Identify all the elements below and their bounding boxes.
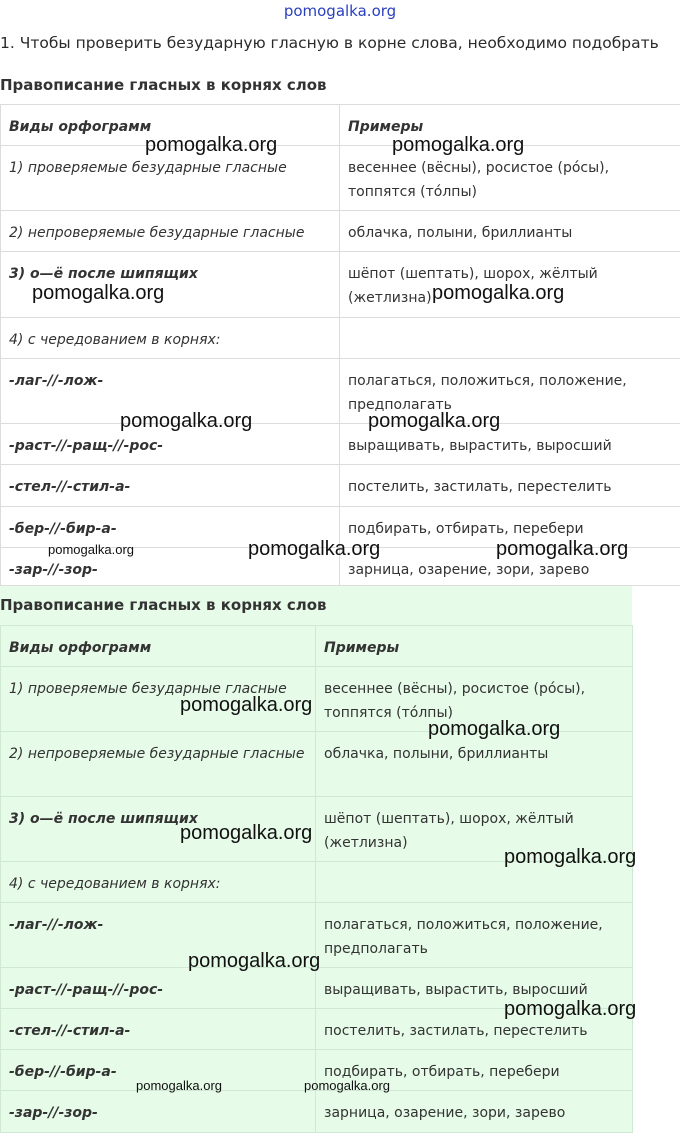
rule-cell: -бер-//-бир-а- xyxy=(1,1050,316,1091)
table-row xyxy=(1,146,680,211)
example-cell: выращивать, вырастить, выросший xyxy=(316,968,633,1009)
table-1-title: Правописание гласных в корнях слов xyxy=(0,76,327,94)
example-cell: зарница, озарение, зори, зарево xyxy=(316,1091,633,1133)
example-cell: выращивать, вырастить, выросший xyxy=(340,424,680,465)
table-row xyxy=(1,359,680,424)
rule-cell: 3) о—ё после шипящих xyxy=(1,252,340,318)
example-cell: шёпот (шептать), шорох, жёлтый (жетлизна) xyxy=(316,797,633,862)
watermark: pomogalka.org xyxy=(180,822,312,845)
table-row xyxy=(1,465,680,507)
table-row xyxy=(1,1009,633,1050)
table-row xyxy=(1,797,633,862)
table-row xyxy=(1,862,633,903)
rule-cell: -лаг-//-лож- xyxy=(1,903,316,968)
table-row xyxy=(1,903,633,968)
example-cell: постелить, застилать, перестелить xyxy=(316,1009,633,1050)
example-cell: весеннее (вёсны), росистое (рóсы), топпятся (тóлпы) xyxy=(340,146,680,211)
watermark: pomogalka.org xyxy=(432,282,564,305)
example-cell: подбирать, отбирать, перебери xyxy=(316,1050,633,1091)
rule-cell: 1) проверяемые безударные гласные xyxy=(1,667,316,732)
table-row xyxy=(1,968,633,1009)
header-cell: Примеры xyxy=(340,105,680,146)
table-row xyxy=(1,667,633,732)
rule-cell: -бер-//-бир-а- xyxy=(1,507,340,548)
example-cell: облачка, полыни, бриллианты xyxy=(340,211,680,252)
header-cell: Виды орфограмм xyxy=(1,626,316,667)
rule-cell: 2) непроверяемые безударные гласные xyxy=(1,732,316,797)
rule-cell: -лаг-//-лож- xyxy=(1,359,340,424)
rule-cell: 4) с чередованием в корнях: xyxy=(1,862,316,903)
intro-text: 1. Чтобы проверить безударную гласную в корне слова, необходимо подобрать xyxy=(0,34,680,52)
watermark: pomogalka.org xyxy=(120,410,252,433)
table-row xyxy=(1,318,680,359)
watermark: pomogalka.org xyxy=(428,718,560,741)
table-row xyxy=(1,1091,633,1133)
rule-cell: -раст-//-ращ-//-рос- xyxy=(1,424,340,465)
rule-cell: -стел-//-стил-а- xyxy=(1,1009,316,1050)
example-cell: облачка, полыни, бриллианты xyxy=(316,732,633,797)
rule-cell: 1) проверяемые безударные гласные xyxy=(1,146,340,211)
table-2-title: Правописание гласных в корнях слов xyxy=(0,596,327,614)
table-header-row xyxy=(1,105,680,146)
orthography-table-2 xyxy=(0,625,633,1133)
orthography-table-1 xyxy=(0,104,680,586)
watermark: pomogalka.org xyxy=(48,542,134,557)
example-cell xyxy=(316,862,633,903)
rule-cell: -стел-//-стил-а- xyxy=(1,465,340,507)
table-row xyxy=(1,507,680,548)
table-header-row xyxy=(1,626,633,667)
top-watermark: pomogalka.org xyxy=(0,2,680,20)
watermark: pomogalka.org xyxy=(504,998,636,1021)
example-cell: постелить, застилать, перестелить xyxy=(340,465,680,507)
rule-cell: 3) о—ё после шипящих xyxy=(1,797,316,862)
table-row xyxy=(1,1050,633,1091)
watermark: pomogalka.org xyxy=(32,282,164,305)
rule-cell: -раст-//-ращ-//-рос- xyxy=(1,968,316,1009)
example-cell: весеннее (вёсны), росистое (рóсы), топпятся (тóлпы) xyxy=(316,667,633,732)
table-row xyxy=(1,211,680,252)
example-cell xyxy=(340,318,680,359)
watermark: pomogalka.org xyxy=(304,1078,390,1093)
table-row xyxy=(1,252,680,318)
watermark: pomogalka.org xyxy=(145,134,277,157)
example-cell: полагаться, положиться, положение, предполагать xyxy=(340,359,680,424)
header-cell: Примеры xyxy=(316,626,633,667)
watermark: pomogalka.org xyxy=(504,846,636,869)
rule-cell: -зар-//-зор- xyxy=(1,548,340,586)
rule-cell: 4) с чередованием в корнях: xyxy=(1,318,340,359)
table-row xyxy=(1,548,680,586)
watermark: pomogalka.org xyxy=(248,538,380,561)
watermark: pomogalka.org xyxy=(136,1078,222,1093)
example-cell: зарница, озарение, зори, зарево xyxy=(340,548,680,586)
rule-cell: -зар-//-зор- xyxy=(1,1091,316,1133)
header-cell: Виды орфограмм xyxy=(1,105,340,146)
watermark: pomogalka.org xyxy=(188,950,320,973)
rule-cell: 2) непроверяемые безударные гласные xyxy=(1,211,340,252)
watermark: pomogalka.org xyxy=(368,410,500,433)
table-row xyxy=(1,424,680,465)
watermark: pomogalka.org xyxy=(496,538,628,561)
example-cell: шёпот (шептать), шорох, жёлтый (жетлизна) xyxy=(340,252,680,318)
example-cell: подбирать, отбирать, перебери xyxy=(340,507,680,548)
table-row xyxy=(1,732,633,797)
example-cell: полагаться, положиться, положение, предполагать xyxy=(316,903,633,968)
watermark: pomogalka.org xyxy=(392,134,524,157)
watermark: pomogalka.org xyxy=(180,694,312,717)
